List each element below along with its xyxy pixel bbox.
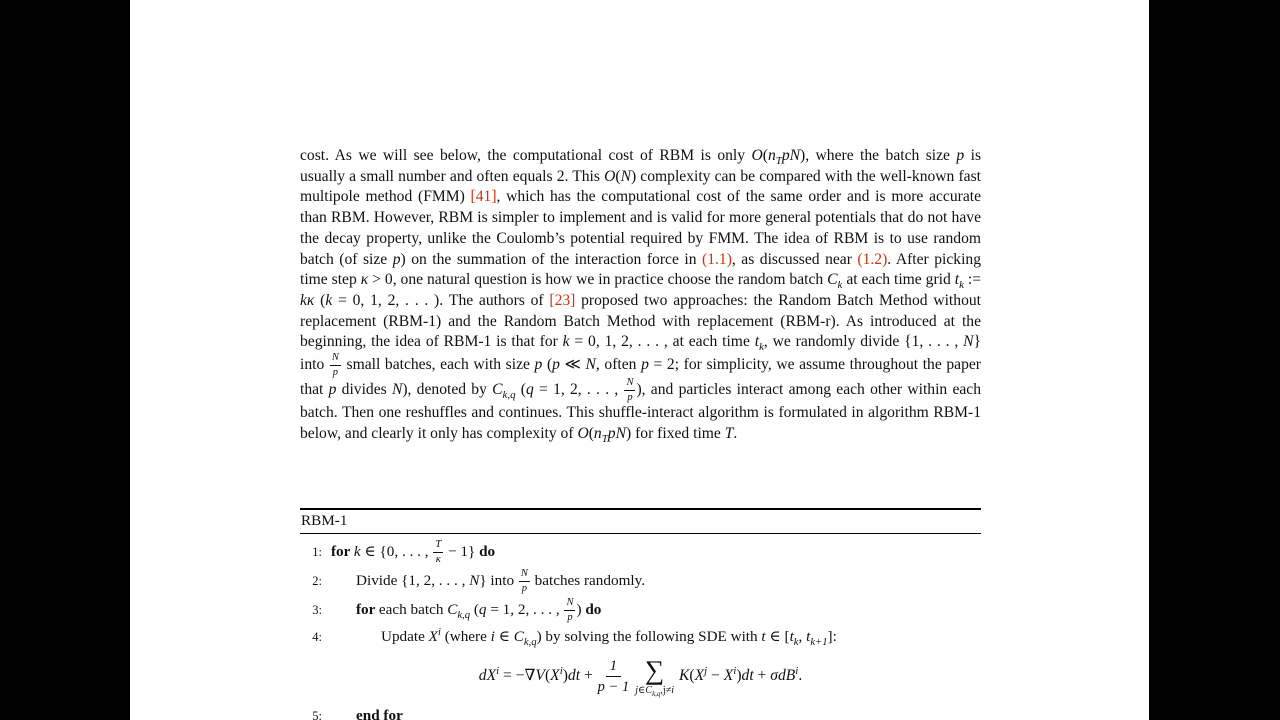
text-run: for fixed time xyxy=(631,424,725,442)
text-run: end for xyxy=(356,706,403,720)
line-content xyxy=(331,707,981,720)
text-run: . xyxy=(798,667,803,685)
paper-page xyxy=(130,0,1149,720)
text-run: p xyxy=(392,250,401,268)
text-run: T xyxy=(601,432,608,445)
text-run: C xyxy=(827,271,838,289)
text-run: Update xyxy=(381,628,429,645)
text-run: k,q xyxy=(523,637,537,649)
text-run: j xyxy=(704,665,708,678)
text-run: T xyxy=(775,155,782,168)
text-run: ( xyxy=(470,600,479,618)
citation-link[interactable]: (1.2) xyxy=(857,250,888,268)
text-run: O xyxy=(604,167,616,185)
text-run: dt xyxy=(741,667,754,685)
text-run: n xyxy=(593,424,602,442)
text-run: t xyxy=(806,628,811,645)
left-letterbox xyxy=(0,0,130,720)
text-run: X xyxy=(550,667,560,685)
citation-link[interactable]: [23] xyxy=(549,291,576,309)
text-run: ) xyxy=(630,167,637,185)
fraction: $\frac{N}{p}$ xyxy=(331,352,339,378)
text-run: k,q xyxy=(652,689,661,698)
text-run: batches randomly. xyxy=(530,571,646,589)
text-run: , we randomly divide {1, . . . , xyxy=(763,333,964,351)
line-number: 1: xyxy=(312,544,322,559)
text-run: k+1 xyxy=(810,637,828,649)
citation-link[interactable]: (1.1) xyxy=(702,250,732,268)
text-run: N xyxy=(391,381,403,399)
text-run: := xyxy=(963,271,981,289)
text-run: ( xyxy=(314,291,326,309)
text-run: ( xyxy=(515,381,526,399)
text-run: i xyxy=(559,665,563,678)
text-run: k xyxy=(353,542,361,560)
text-run: k xyxy=(793,637,799,649)
text-run: N xyxy=(963,333,974,351)
fraction: $\frac{T}{\kappa}$ xyxy=(435,539,442,565)
text-run: (where xyxy=(440,628,491,645)
text-run: ), denoted by xyxy=(402,381,493,399)
text-run: X xyxy=(694,667,705,685)
text-run: ≪ xyxy=(559,356,586,374)
text-run: pN xyxy=(607,424,626,442)
text-run: ]: xyxy=(827,628,837,645)
text-run: = 0, 1, 2, . . . ). The authors of xyxy=(332,291,550,309)
text-run: for xyxy=(331,542,354,560)
equation-content xyxy=(478,655,803,698)
text-run: do xyxy=(585,600,602,618)
text-run: k,q xyxy=(502,389,516,402)
text-run: V xyxy=(535,667,545,685)
text-run: j xyxy=(635,684,638,696)
text-run: ) xyxy=(800,147,806,164)
text-run: q xyxy=(526,381,534,399)
text-run: complexity can be compared with the well-known fast multipole method (FMM) xyxy=(300,167,981,206)
text-run: N xyxy=(469,571,480,589)
text-run: = −∇ xyxy=(499,667,536,685)
text-run: X xyxy=(723,667,734,685)
text-run: σ xyxy=(770,667,778,685)
text-run: p xyxy=(328,381,337,399)
text-run: K xyxy=(678,667,690,685)
line-content xyxy=(331,598,981,623)
text-run: − 1} xyxy=(444,542,480,560)
text-run: k xyxy=(837,279,843,292)
text-run: i xyxy=(490,628,495,645)
text-run: N xyxy=(585,356,596,374)
text-run: ) on the summation of the interaction force in xyxy=(400,250,703,268)
algorithm-line xyxy=(300,598,981,623)
text-run: , where the batch size xyxy=(805,147,957,164)
text-run: pN xyxy=(781,147,801,164)
text-run: , xyxy=(798,628,807,645)
text-run: ( xyxy=(542,356,553,374)
text-run: p xyxy=(534,356,543,374)
text-run: i xyxy=(733,665,737,678)
text-run: } into xyxy=(479,571,518,589)
text-run: p xyxy=(641,356,649,374)
text-run: = 0, 1, 2, . . . , at each time xyxy=(569,333,755,351)
text-run: ,j≠ xyxy=(660,684,672,696)
fraction: $\frac{N}{p}$ xyxy=(566,597,574,623)
text-run: p xyxy=(552,356,560,374)
text-run: divides xyxy=(336,381,392,399)
text-run: O xyxy=(751,147,763,164)
text-run: ∈ {0, . . . , xyxy=(360,542,433,560)
line-number: 3: xyxy=(312,602,322,617)
text-run: p xyxy=(956,147,965,164)
text-run: t xyxy=(761,628,766,645)
line-number: 4: xyxy=(312,630,322,644)
text-run: C xyxy=(513,628,524,645)
line-content xyxy=(331,540,981,565)
text-run: N xyxy=(620,167,631,185)
summation-symbol: ∑ $j\in C_{k,q},j\ne i$ xyxy=(635,655,674,698)
text-run: C xyxy=(492,381,503,399)
text-run: ( xyxy=(689,667,695,685)
text-run: cost. As we will see below, the computational cost of RBM is only xyxy=(300,147,752,164)
text-run: ) xyxy=(736,667,742,685)
text-run: at each time grid xyxy=(842,271,955,289)
algorithm-line xyxy=(300,626,981,649)
text-run: − xyxy=(707,667,724,685)
text-run: C xyxy=(447,600,458,618)
text-run: T xyxy=(724,424,734,442)
text-run: = 1, 2, . . . , xyxy=(486,600,564,618)
text-run: dB xyxy=(777,667,796,685)
line-number: 2: xyxy=(312,573,322,588)
algorithm-line xyxy=(300,540,981,565)
text-run: k xyxy=(325,291,333,309)
text-run: is usually a small number and often equals 2. This xyxy=(300,147,982,185)
text-run: . xyxy=(733,424,738,442)
text-run: Divide {1, 2, . . . , xyxy=(356,571,470,589)
text-run: k xyxy=(759,341,764,354)
text-run: O xyxy=(577,424,589,442)
text-run: dX xyxy=(478,667,497,685)
text-run: ) xyxy=(625,424,632,442)
text-run: , often xyxy=(595,356,642,374)
text-run: > 0, one natural question is how we in practice choose the random batch xyxy=(368,271,828,289)
text-run: = 2; for simplicity, we assume throughout the paper that xyxy=(300,356,981,399)
text-run: do xyxy=(479,542,496,560)
text-run: ∈ xyxy=(637,684,646,696)
text-run: small batches, each with size xyxy=(341,356,535,374)
text-run: + xyxy=(753,667,771,685)
right-letterbox xyxy=(1149,0,1280,720)
text-run: ), and particles interact among each other within each batch. Then one reshuffles and continues. This shuffle-interact algorithm is formulated in algorithm RBM-1 below, and clearly it only has complexity of xyxy=(300,381,982,442)
text-run: i xyxy=(671,684,674,696)
text-run: ) by solving the following SDE with xyxy=(536,628,762,645)
text-run: , as discussed near xyxy=(731,250,858,268)
body-paragraph xyxy=(300,146,981,444)
fraction: $\frac{N}{p}$ xyxy=(626,377,634,403)
text-run: X xyxy=(428,628,438,645)
text-run: t xyxy=(754,333,760,351)
text-run: ( xyxy=(588,424,594,442)
text-run: ) xyxy=(576,600,586,618)
text-run: ( xyxy=(615,167,621,185)
text-run: ( xyxy=(762,147,768,164)
text-run: k,q xyxy=(457,610,471,622)
algorithm-body xyxy=(300,534,981,720)
text-run: i xyxy=(496,665,500,678)
text-run: k xyxy=(562,333,570,351)
sde-equation xyxy=(300,655,981,698)
text-run: κ xyxy=(360,271,369,289)
text-run: k xyxy=(959,279,964,292)
text-run: each batch xyxy=(378,600,448,618)
text-run: kκ xyxy=(300,291,315,309)
text-run: } into xyxy=(300,333,981,374)
text-run: t xyxy=(789,628,794,645)
text-run: i xyxy=(795,665,799,678)
text-run: i xyxy=(437,626,441,638)
text-run: = 1, 2, . . . , xyxy=(533,381,624,399)
text-run: proposed two approaches: the Random Batch Method without replacement (RBM-1) and the Random Batch Method with replacement (RBM-r). As introduced at the beginning, the idea of RBM-1 is that for xyxy=(300,291,981,351)
algorithm-line xyxy=(300,707,981,720)
algorithm-box xyxy=(300,508,981,720)
text-run: + xyxy=(580,667,597,685)
text-run: t xyxy=(954,271,960,289)
citation-link[interactable]: [41] xyxy=(470,188,497,206)
text-run: ) xyxy=(562,667,568,685)
line-number: 5: xyxy=(312,708,322,720)
algorithm-title: RBM-1 xyxy=(301,512,348,529)
text-run: C xyxy=(645,684,653,696)
text-run: for xyxy=(356,600,379,618)
text-run: . After picking time step xyxy=(300,250,982,289)
fraction: $\frac{N}{p}$ xyxy=(520,568,528,594)
text-run: dt xyxy=(567,667,581,685)
fraction: $\frac{1}{p - 1}$ xyxy=(597,657,630,696)
line-content xyxy=(331,626,981,649)
text-run: ∈ xyxy=(494,628,514,645)
line-content xyxy=(331,569,981,594)
text-run: , which has the computational cost of the same order and is more accurate than RBM. However, RBM is simpler to implement and is valid for more general potentials that do not have the decay property, unlike the Coulomb’s potential required by FMM. The idea of RBM is to use random batch (of size xyxy=(300,188,982,268)
text-run: n xyxy=(767,147,776,164)
text-run: ( xyxy=(544,667,551,685)
text-run: q xyxy=(478,600,487,618)
algorithm-line xyxy=(300,569,981,594)
text-run: ∈ [ xyxy=(765,628,790,645)
